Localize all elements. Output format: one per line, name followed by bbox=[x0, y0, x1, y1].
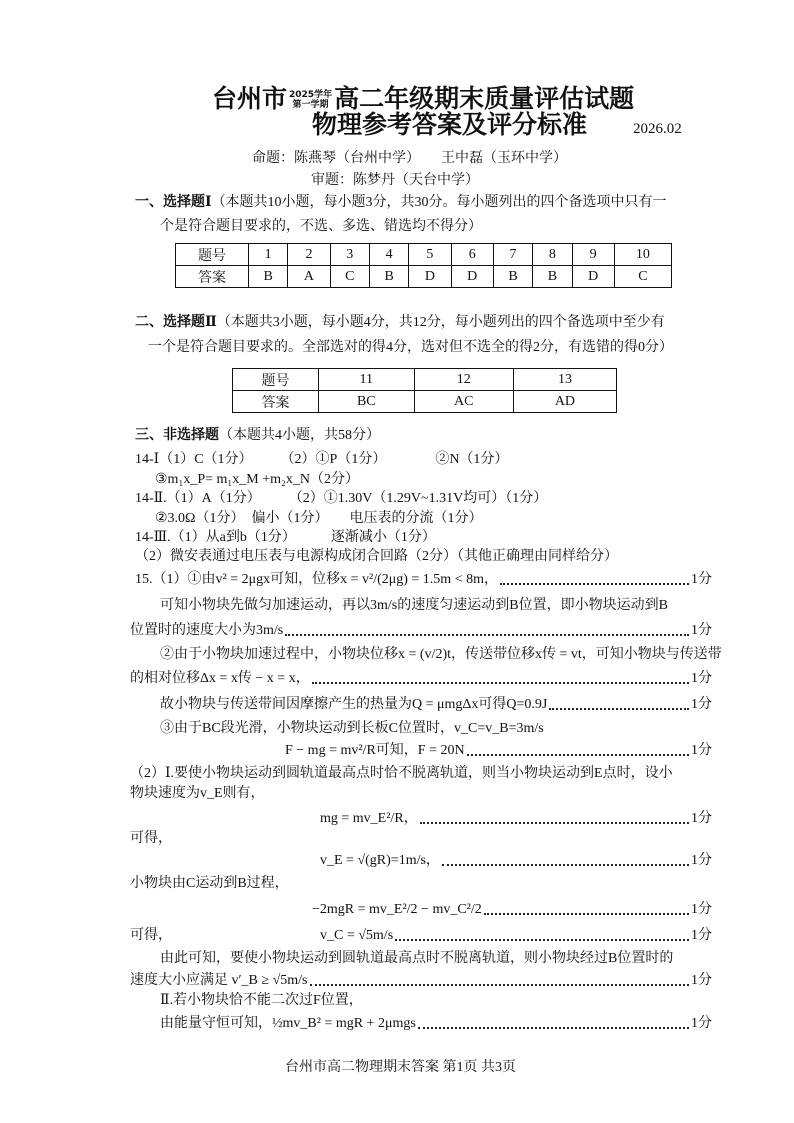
table-cell: D bbox=[451, 266, 493, 288]
line-text: 的相对位移Δx = x传 − x = x， bbox=[130, 671, 310, 686]
table-cell: 3 bbox=[330, 244, 369, 266]
line-text: 15.（1）①由v² = 2μgx可知，位移x = v²/(2μg) = 1.5m < 8m， bbox=[135, 572, 498, 587]
answer-line: 14-Ⅱ.（1）A（1分） （2）①1.30V（1.29V~1.31V均可）（1分） bbox=[135, 491, 548, 506]
answer-line: 14-Ⅰ（1）C（1分） （2）①P（1分） ②N（1分） bbox=[135, 452, 509, 467]
table-cell: 8 bbox=[533, 244, 572, 266]
table-cell: B bbox=[249, 266, 288, 288]
dot-leader bbox=[442, 864, 689, 866]
table-cell: BC bbox=[319, 391, 415, 413]
table-cell: 5 bbox=[409, 244, 451, 266]
section2-desc2: 一个是符合题目要求的。全部选对的得4分，选对但不选全的得2分，有选错的得0分） bbox=[148, 340, 673, 355]
table-cell: D bbox=[572, 266, 614, 288]
q15-line bbox=[130, 622, 712, 640]
section3-desc: （本题共4小题，共58分） bbox=[219, 428, 380, 443]
dot-leader bbox=[312, 682, 689, 684]
page-footer: 台州市高二物理期末答案 第1页 共3页 bbox=[285, 1060, 516, 1075]
dot-leader bbox=[467, 754, 689, 756]
table-row bbox=[176, 244, 672, 266]
row-label: 答案 bbox=[176, 266, 249, 288]
score: 1分 bbox=[691, 623, 712, 638]
score: 1分 bbox=[691, 811, 712, 826]
table-cell: 6 bbox=[451, 244, 493, 266]
dot-leader bbox=[395, 939, 689, 941]
section3-intro bbox=[135, 427, 380, 445]
table-row bbox=[176, 266, 672, 288]
q15-line bbox=[320, 927, 712, 945]
title-exam: 高二年级期末质量评估试题 bbox=[334, 84, 635, 113]
authors: 命题：陈燕琴（台州中学） 王中磊（玉环中学） bbox=[252, 151, 567, 166]
q15-line: ②由于小物块加速过程中，小物块位移x = (v/2)t，传送带位移x传 = vt，可知小物块与传送带 bbox=[160, 647, 722, 662]
q15-line: 物块速度为v_E则有， bbox=[130, 786, 265, 801]
table-cell: D bbox=[409, 266, 451, 288]
section2-intro bbox=[135, 314, 665, 332]
table-cell: B bbox=[493, 266, 532, 288]
table-row bbox=[233, 369, 617, 391]
answer-line: ③m₁x_P= m₁x_M +m₂x_N（2分） bbox=[155, 472, 359, 487]
line-text: v_E = √(gR)=1m/s， bbox=[320, 853, 440, 868]
q15-line: 可得， bbox=[130, 928, 172, 943]
section2-desc: （本题共3小题，每小题4分，共12分，每小题列出的四个备选项中至少有 bbox=[216, 315, 665, 330]
q15-line bbox=[130, 670, 712, 688]
title-city: 台州市 bbox=[212, 84, 288, 113]
section1-desc: （本题共10小题，每小题3分，共30分。每小题列出的四个备选项中只有一 bbox=[211, 195, 667, 210]
q15-line: Ⅱ.若小物块恰不能二次过F位置， bbox=[160, 993, 363, 1008]
q15-line: 由此可知，要使小物块运动到圆轨道最高点时不脱离轨道，则小物块经过B位置时的 bbox=[160, 951, 674, 966]
table-cell: 1 bbox=[249, 244, 288, 266]
row-label: 题号 bbox=[176, 244, 249, 266]
section1-heading: 一、选择题Ⅰ bbox=[135, 195, 212, 210]
q15-line: （2）Ⅰ.要使小物块运动到圆轨道最高点时恰不脱离轨道，则当小物块运动到E点时，设小 bbox=[130, 766, 673, 781]
score: 1分 bbox=[691, 902, 712, 917]
line-text: 由能量守恒可知，½mv_B² = mgR + 2μmgs bbox=[160, 1016, 416, 1031]
score: 1分 bbox=[691, 1016, 712, 1031]
answer-line: 14-Ⅲ.（1）从a到b（1分） 逐渐减小（1分） bbox=[135, 530, 436, 545]
q15-line bbox=[160, 1015, 712, 1033]
table-cell: C bbox=[614, 266, 671, 288]
table-cell: C bbox=[330, 266, 369, 288]
q15-line bbox=[135, 571, 712, 589]
line-text: mg = mv_E²/R， bbox=[320, 811, 418, 826]
answer-line: ②3.0Ω（1分） 偏小（1分） 电压表的分流（1分） bbox=[155, 511, 483, 526]
dot-leader bbox=[500, 583, 689, 585]
answer-line: （2）微安表通过电压表与电源构成闭合回路（2分）（其他正确理由同样给分） bbox=[135, 549, 618, 564]
q15-line: ③由于BC段光滑，小物块运动到长板C位置时，v_C=v_B=3m/s bbox=[160, 721, 544, 736]
line-text: 故小物块与传送带间因摩擦产生的热量为Q = μmgΔx可得Q=0.9J bbox=[160, 697, 548, 712]
document-subtitle: 物理参考答案及评分标准 bbox=[312, 110, 588, 139]
score: 1分 bbox=[691, 697, 712, 712]
dot-leader bbox=[420, 822, 689, 824]
table-cell: A bbox=[288, 266, 330, 288]
dot-leader bbox=[549, 708, 689, 710]
table-row bbox=[233, 391, 617, 413]
title-semester: 第一学期 bbox=[292, 100, 329, 110]
score: 1分 bbox=[691, 671, 712, 686]
score: 1分 bbox=[691, 853, 712, 868]
q15-line bbox=[312, 901, 712, 919]
table-cell: 2 bbox=[288, 244, 330, 266]
score: 1分 bbox=[691, 973, 712, 988]
q15-line bbox=[160, 696, 712, 714]
q15-line: 可得， bbox=[130, 831, 172, 846]
score: 1分 bbox=[691, 572, 712, 587]
section2-heading: 二、选择题Ⅱ bbox=[135, 315, 217, 330]
line-text: F − mg = mv²/R可知，F = 20N bbox=[285, 743, 465, 758]
line-text: v_C = √5m/s bbox=[320, 928, 394, 943]
table-cell: B bbox=[533, 266, 572, 288]
q15-line: 可知小物块先做匀加速运动，再以3m/s的速度匀速运动到B位置，即小物块运动到B bbox=[160, 598, 668, 613]
document-date: 2026.02 bbox=[633, 121, 682, 137]
table-cell: 9 bbox=[572, 244, 614, 266]
section3-heading: 三、非选择题 bbox=[135, 428, 219, 443]
section1-intro bbox=[135, 194, 667, 212]
dot-leader bbox=[484, 913, 689, 915]
answer-table-1 bbox=[175, 243, 672, 288]
score: 1分 bbox=[691, 928, 712, 943]
dot-leader bbox=[310, 984, 690, 986]
row-label: 答案 bbox=[233, 391, 319, 413]
line-text: 位置时的速度大小为3m/s bbox=[130, 623, 284, 638]
table-cell: 12 bbox=[414, 369, 513, 391]
q15-line bbox=[130, 972, 712, 990]
row-label: 题号 bbox=[233, 369, 319, 391]
title-term bbox=[289, 90, 332, 110]
table-cell: B bbox=[369, 266, 408, 288]
q15-line: 小物块由C运动到B过程， bbox=[130, 876, 289, 891]
answer-table-2 bbox=[232, 368, 617, 413]
q15-line bbox=[285, 742, 712, 760]
table-cell: AD bbox=[513, 391, 616, 413]
dot-leader bbox=[285, 634, 689, 636]
title-year: 2025学年 bbox=[289, 90, 333, 100]
section1-desc2: 个是符合题目要求的，不选、多选、错选均不得分） bbox=[160, 219, 482, 234]
table-cell: 4 bbox=[369, 244, 408, 266]
dot-leader bbox=[418, 1027, 689, 1029]
q15-line bbox=[320, 810, 712, 828]
score: 1分 bbox=[691, 743, 712, 758]
table-cell: 11 bbox=[319, 369, 415, 391]
table-cell: 10 bbox=[614, 244, 671, 266]
table-cell: 7 bbox=[493, 244, 532, 266]
line-text: −2mgR = mv_E²/2 − mv_C²/2 bbox=[312, 902, 482, 917]
table-cell: AC bbox=[414, 391, 513, 413]
reviewer: 审题：陈梦丹（天台中学） bbox=[311, 173, 479, 188]
q15-line bbox=[320, 852, 712, 870]
table-cell: 13 bbox=[513, 369, 616, 391]
line-text: 速度大小应满足 v′_B ≥ √5m/s bbox=[130, 973, 308, 988]
